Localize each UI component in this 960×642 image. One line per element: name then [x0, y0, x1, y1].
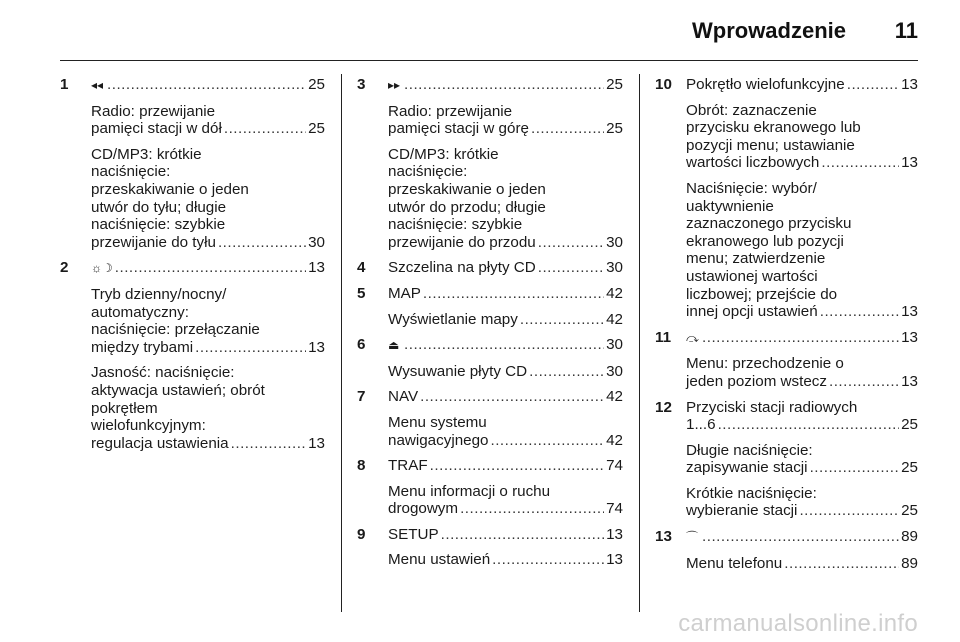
page-ref: 89	[901, 554, 918, 572]
page-ref: 13	[308, 259, 325, 277]
entry-12: 12 Przyciski stacji radiowych 1...6 ..... 25 Długie naciśnięcie: zapisywanie stacji ..... 25 Krótkie naciśnięcie: wybieranie stacji ..... 25	[655, 399, 918, 521]
entry-7: 7 NAV ..... 42 Menu systemu nawigacyjnego ..... 42	[357, 388, 623, 449]
page-ref: 25	[606, 120, 623, 138]
page-ref: 30	[606, 233, 623, 251]
entry-number: 4	[357, 259, 366, 277]
page-ref: 13	[606, 525, 623, 543]
entry-number: 1	[60, 76, 69, 93]
entry-10: 10 Pokrętło wielofunkcyjne ..... 13 Obrót: zaznaczenie przycisku ekranowego lub pozycji menu; ustawianie wartości liczbowych ..... 13 Naciśnięcie: wybór/ uaktywnienie zaznaczonego przycisku ekranowego lub pozycji menu; zatwierdzenie ustawionej wartości liczbowej; przejście do innej opcji ustawień ..... 13	[655, 76, 918, 321]
entry-number: 11	[655, 328, 672, 346]
entry-number: 13	[655, 528, 672, 546]
page-ref: 74	[606, 457, 623, 475]
column-divider	[341, 74, 342, 612]
entry-number: 8	[357, 457, 366, 475]
watermark: carmanualsonline.info	[678, 610, 918, 637]
phone-icon: ⌒	[686, 530, 699, 545]
page-ref: 13	[606, 551, 623, 569]
page-ref: 30	[606, 362, 623, 380]
page-ref: 25	[901, 459, 918, 477]
page-ref: 42	[606, 431, 623, 449]
page-ref: 42	[606, 310, 623, 328]
page-ref: 74	[606, 500, 623, 518]
entry-8: 8 TRAF ..... 74 Menu informacji o ruchu drogowym ..... 74	[357, 457, 623, 518]
page-ref: 42	[606, 388, 623, 406]
page-ref: 25	[901, 502, 918, 520]
seek-forward-icon: ▸▸	[388, 78, 401, 92]
page-ref: 30	[308, 233, 325, 251]
entry-number: 7	[357, 388, 366, 406]
page-ref: 25	[308, 120, 325, 138]
page-ref: 25	[901, 416, 918, 434]
page-ref: 13	[901, 76, 918, 93]
entry-4: 4 Szczelina na płyty CD ..... 30	[357, 259, 623, 277]
back-arrow-icon: ⤼	[686, 330, 699, 345]
entry-number: 6	[357, 336, 366, 354]
page-ref: 30	[606, 336, 623, 354]
page-ref: 42	[606, 284, 623, 302]
entry-number: 3	[357, 76, 366, 93]
column-2	[357, 76, 623, 577]
entry-13: 13 ⌒ ..... 89 Menu telefonu ..... 89	[655, 528, 918, 572]
page-ref: 13	[901, 328, 918, 346]
page-number: 11	[894, 18, 918, 43]
column-3	[655, 76, 918, 580]
page-ref: 13	[308, 434, 325, 452]
page-ref: 13	[901, 372, 918, 390]
entry-number: 9	[357, 525, 366, 543]
header-divider	[60, 60, 918, 61]
page-ref: 13	[901, 303, 918, 321]
page-ref: 13	[308, 338, 325, 356]
entry-number: 10	[655, 76, 672, 93]
page-title: Wprowadzenie	[691, 18, 846, 43]
seek-back-icon: ◂◂	[91, 78, 104, 92]
entry-6: 6 ⏏ ..... 30 Wysuwanie płyty CD ..... 30	[357, 336, 623, 380]
column-divider	[639, 74, 640, 612]
entry-number: 5	[357, 284, 366, 302]
eject-icon: ⏏	[388, 338, 400, 353]
entry-11: 11 ⤼ ..... 13 Menu: przechodzenie o jeden poziom wstecz ..... 13	[655, 329, 918, 391]
entry-1: 1 ◂◂ ..... 25 Radio: przewijanie pamięci stacji w dół ..... 25 CD/MP3: krótkie naciśnięcie: przeskakiwanie o jeden utwór do tyłu; długie naciśnięcie: szybkie przewijanie do tyłu ..... 30	[60, 76, 325, 251]
page-ref: 25	[606, 76, 623, 93]
entry-5: 5 MAP ..... 42 Wyświetlanie mapy ..... 42	[357, 285, 623, 328]
entry-3: 3 ▸▸ ..... 25 Radio: przewijanie pamięci stacji w górę ..... 25 CD/MP3: krótkie naciśnięcie: przeskakiwanie o jeden utwór do przodu; długie naciśnięcie: szybkie przewijanie do przodu ..... 30	[357, 76, 623, 251]
page-ref: 25	[308, 76, 325, 93]
entry-2: 2 ☼☽ ..... 13 Tryb dzienny/nocny/ automatyczny: naciśnięcie: przełączanie między trybami ..... 13 Jasność: naciśnięcie: aktywacja ustawień; obrót pokrętłem wielofunkcyjnym: regulacja ustawienia ..... 13	[60, 259, 325, 452]
entry-9: 9 SETUP ..... 13 Menu ustawień ..... 13	[357, 526, 623, 569]
page-ref: 89	[901, 528, 918, 546]
page-ref: 13	[901, 154, 918, 172]
page-ref: 30	[606, 259, 623, 277]
entry-number: 2	[60, 259, 69, 277]
column-1	[60, 76, 325, 460]
day-night-icon: ☼☽	[91, 261, 113, 276]
entry-number: 12	[655, 398, 672, 416]
